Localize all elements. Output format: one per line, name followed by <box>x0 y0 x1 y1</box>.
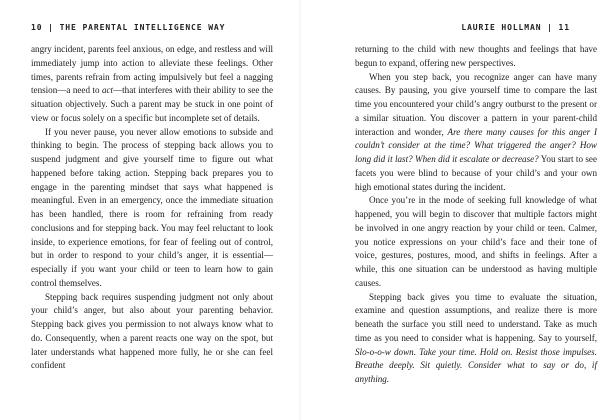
paragraph <box>355 43 597 71</box>
text-run: Once you’re in the mode of seeking full knowledge of what happened, you will begin to discover that multiple factors might be involved in one angry reaction by your child or teen. Calmer, you notice expressions on your child’s face and their tone of voice, gestures, postures, mood, and shifts in feelings. After a while, this one situation can be understood as having multiple causes. <box>355 195 597 288</box>
paragraph <box>355 194 597 290</box>
paragraph <box>355 291 597 387</box>
italic-text: Slo-o-o-w down. Take your time. Hold on. Resist those impulses. Breathe deeply. Sit quietly. Consider what to say or do, if anything. <box>355 346 597 384</box>
italic-text: act <box>101 85 114 96</box>
text-run: You start to see facets you were blind to because of your child’s and your own high emotional states during the incident. <box>355 154 597 192</box>
text-run: returning to the child with new thoughts and feelings that have begun to expand, offering new perspectives. <box>355 44 597 68</box>
text-run: Stepping back requires suspending judgment not only about your child’s anger, but also about your parenting behavior. Stepping back gives you permission to not always know what to do. Consequently, when a parent reacts one way on the spot, but later understands what happened more fully, he or she can feel confident <box>31 291 273 371</box>
paragraph <box>355 71 597 195</box>
paragraph <box>31 291 273 374</box>
italic-text: Are there many causes for this anger I couldn’t consider at the time? What triggered the anger? How long did it last? When did it escalate or decrease? <box>355 126 597 164</box>
right-running-head: LAURIE HOLLMAN | 11 <box>461 23 570 32</box>
paragraph <box>31 126 273 291</box>
text-run: angry incident, parents feel anxious, on edge, and restless and will immediately jump into action to alleviate these feelings. Other times, parents refrain from acting impulsively but feel a nagging tension—a need to <box>31 44 273 96</box>
text-run: If you never pause, you never allow emotions to subside and thinking to begin. The process of stepping back allows you to suspend judgment and give yourself time to figure out what happened before taking action. Stepping back prepares you to engage in the parenting mindset that says what happened is meaningful. Even in an emergency, once the immediate situation has been handled, there is room for refraining from ready conclusions and for stepping back. You may feel reluctant to look inside, to experience emotions, for fear of feeling out of control, but in order to respond to your child’s anger, it is essential—especially if you want your child or teen to learn how to gain control themselves. <box>31 126 273 288</box>
text-run: —that interferes with their ability to see the situation objectively. Such a parent may be stuck in one point of view or focus solely on a specific but incomplete set of details. <box>31 85 273 123</box>
right-page <box>300 0 600 420</box>
right-body-text <box>355 43 597 387</box>
text-run: When you step back, you recognize anger can have many causes. By pausing, you give yourself time to compare the last time you encountered your child’s angry outburst to the present or a similar situation. You discover a pattern in your parent-child interaction and wonder, <box>355 71 597 137</box>
paragraph <box>31 43 273 126</box>
left-body-text <box>31 43 273 373</box>
left-running-head: 10 | THE PARENTAL INTELLIGENCE WAY <box>31 23 226 32</box>
text-run: Stepping back gives you time to evaluate the situation, examine and question assumptions, and realize there is more beneath the surface you still need to understand. Take as much time as you need to consider what is happening. Say to yourself, <box>355 291 597 343</box>
